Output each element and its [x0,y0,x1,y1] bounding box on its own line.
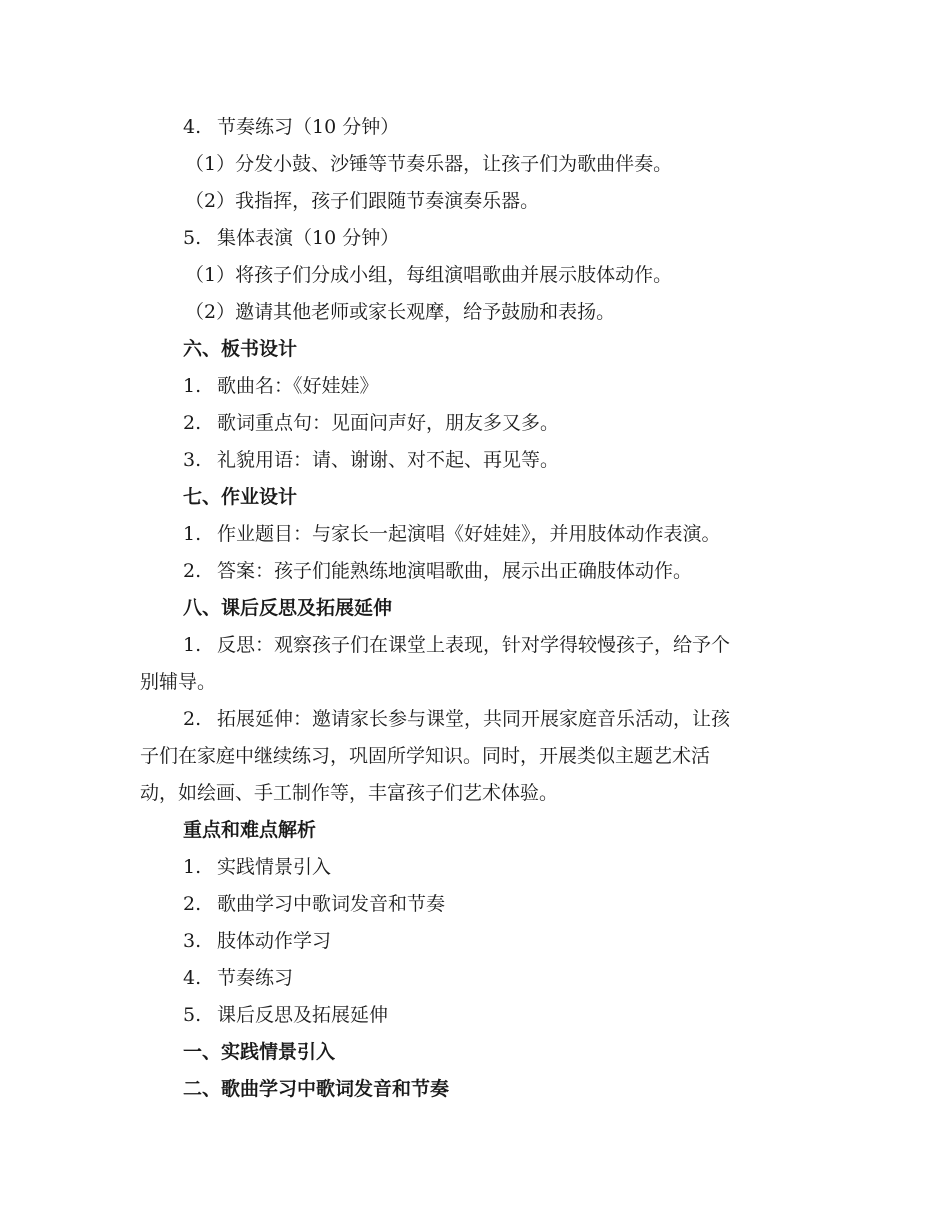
list-item: 2. 歌词重点句：见面问声好，朋友多又多。 [183,412,560,434]
section-heading: 重点和难点解析 [183,819,317,841]
paragraph-continuation: 子们在家庭中继续练习，巩固所学知识。同时，开展类似主题艺术活 [140,745,711,767]
list-item: 4. 节奏练习 [183,967,294,989]
list-item: 2. 歌曲学习中歌词发音和节奏 [183,893,446,915]
section-heading: 二、歌曲学习中歌词发音和节奏 [183,1078,450,1100]
list-item: 1. 实践情景引入 [183,856,332,878]
list-item: 2. 答案：孩子们能熟练地演唱歌曲，展示出正确肢体动作。 [183,560,693,582]
section-heading: 一、实践情景引入 [183,1041,336,1063]
list-item: 5. 课后反思及拓展延伸 [183,1004,389,1026]
list-item: 2. 拓展延伸：邀请家长参与课堂，共同开展家庭音乐活动，让孩 [183,708,731,730]
paragraph-continuation: 别辅导。 [140,671,217,693]
section-heading: 八、课后反思及拓展延伸 [183,597,393,619]
sub-item: （2）邀请其他老师或家长观摩，给予鼓励和表扬。 [185,301,616,323]
list-item: 1. 反思：观察孩子们在课堂上表现，针对学得较慢孩子，给予个 [183,634,731,656]
list-item: 3. 礼貌用语：请、谢谢、对不起、再见等。 [183,449,560,471]
list-item: 3. 肢体动作学习 [183,930,332,952]
paragraph-continuation: 动，如绘画、手工制作等，丰富孩子们艺术体验。 [140,782,559,804]
sub-item: （2）我指挥，孩子们跟随节奏演奏乐器。 [185,190,540,212]
section-heading: 六、板书设计 [183,338,298,360]
section-heading: 七、作业设计 [183,486,298,508]
list-item: 4. 节奏练习（10 分钟） [183,116,400,138]
list-item: 1. 作业题目：与家长一起演唱《好娃娃》，并用肢体动作表演。 [183,523,721,545]
sub-item: （1）分发小鼓、沙锤等节奏乐器，让孩子们为歌曲伴奏。 [185,153,673,175]
sub-item: （1）将孩子们分成小组，每组演唱歌曲并展示肢体动作。 [185,264,673,286]
list-item: 5. 集体表演（10 分钟） [183,227,400,249]
list-item: 1. 歌曲名：《好娃娃》 [183,375,379,397]
